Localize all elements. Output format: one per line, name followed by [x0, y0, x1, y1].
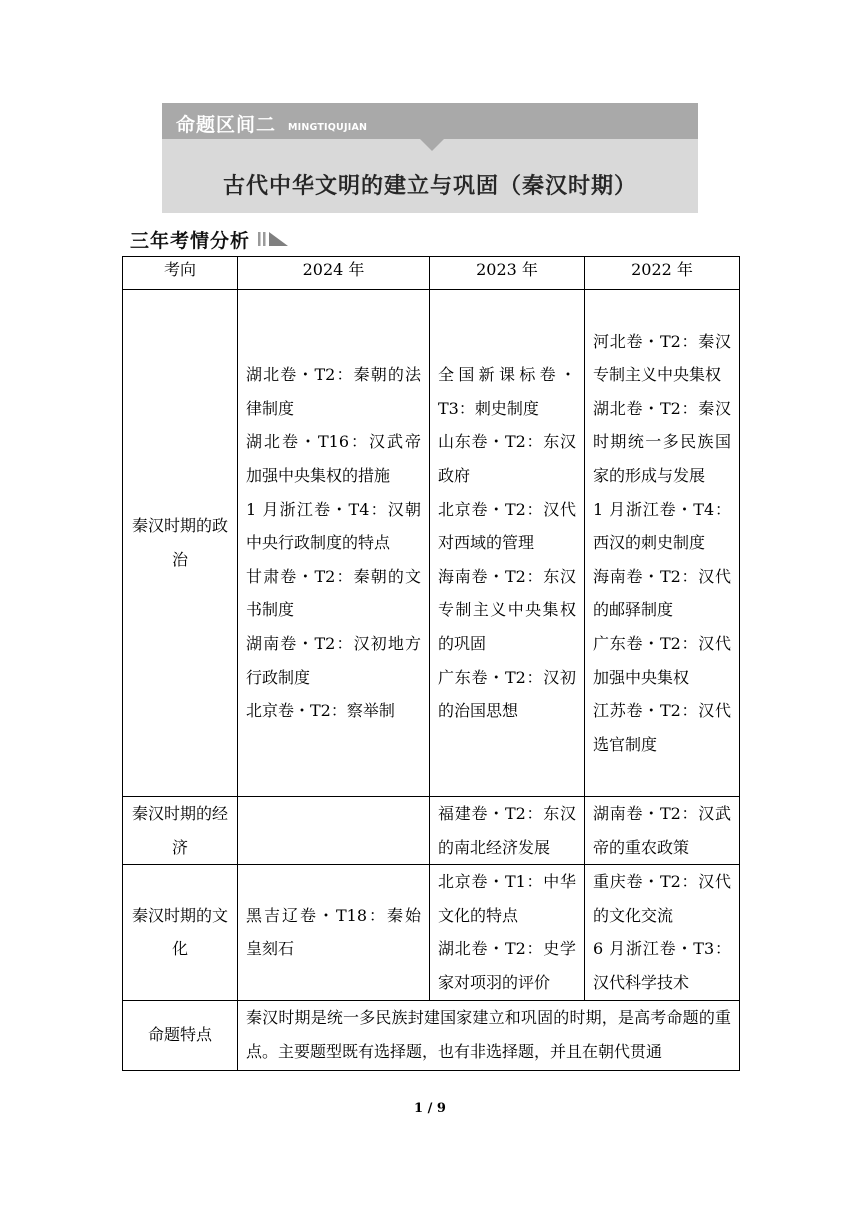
exam-item: 广东卷・T2：汉代加强中央集权 [593, 633, 731, 687]
cell-2023 [430, 797, 585, 865]
banner-section-pinyin: MINGTIQUJIAN [288, 122, 368, 133]
exam-item: 湖南卷・T2：汉武帝的重农政策 [593, 804, 731, 857]
cell-2022 [585, 290, 740, 797]
banner-notch [420, 139, 444, 151]
exam-item: 甘肃卷・T2：秦朝的文书制度 [246, 566, 421, 620]
cell-2024 [238, 865, 430, 1000]
features-text: 秦汉时期是统一多民族封建国家建立和巩固的时期，是高考命题的重点。主要题型既有选择题，也有非选择题，并且在朝代贯通 [238, 1000, 740, 1070]
exam-item: 湖北卷・T2：秦汉时期统一多民族国家的形成与发展 [593, 398, 731, 486]
cell-2024 [238, 797, 430, 865]
table-header-row [123, 257, 740, 290]
exam-item: 6 月浙江卷・T3：汉代科学技术 [593, 939, 731, 992]
cell-2023 [430, 290, 585, 797]
cell-2023 [430, 865, 585, 1000]
section-banner [162, 103, 698, 213]
exam-item: 重庆卷・T2：汉代的文化交流 [593, 872, 731, 925]
table-row [123, 290, 740, 797]
exam-item: 湖南卷・T2：汉初地方行政制度 [246, 633, 421, 687]
row-topic: 秦汉时期的经济 [123, 797, 238, 865]
cell-2022 [585, 797, 740, 865]
header-2023: 2023 年 [430, 257, 585, 290]
cell-2022 [585, 865, 740, 1000]
exam-item: 湖北卷・T2：秦朝的法律制度 [246, 365, 421, 418]
exam-item: 1 月浙江卷・T4：汉朝中央行政制度的特点 [246, 499, 421, 553]
section-heading: 三年考情分析 [130, 230, 251, 252]
table-row [123, 797, 740, 865]
cell-2024 [238, 290, 430, 797]
header-topic: 考向 [123, 257, 238, 290]
exam-item: 黑吉辽卷・T18：秦始皇刻石 [246, 905, 421, 959]
exam-item: 江苏卷・T2：汉代选官制度 [593, 701, 731, 754]
features-label: 命题特点 [123, 1000, 238, 1070]
banner-section-label: 命题区间二 [176, 114, 277, 136]
row-topic: 秦汉时期的政治 [123, 290, 238, 797]
exam-item: 1 月浙江卷・T4：西汉的刺史制度 [593, 499, 731, 553]
page-number: 1 / 9 [414, 1101, 446, 1116]
header-2022: 2022 年 [585, 257, 740, 290]
exam-analysis-table [122, 256, 740, 1071]
table-row [123, 865, 740, 1000]
heading-decoration-icon [258, 230, 294, 248]
header-2024: 2024 年 [238, 257, 430, 290]
exam-item: 山东卷・T2：东汉政府 [438, 432, 576, 486]
row-topic: 秦汉时期的文化 [123, 865, 238, 1000]
exam-item: 福建卷・T2：东汉的南北经济发展 [438, 804, 576, 857]
exam-item: 海南卷・T2：东汉专制主义中央集权的巩固 [438, 566, 576, 653]
exam-item: 河北卷・T2：秦汉专制主义中央集权 [593, 331, 731, 385]
exam-item: 北京卷・T2：察举制 [246, 701, 395, 721]
exam-item: 湖北卷・T16：汉武帝加强中央集权的措施 [246, 432, 421, 486]
exam-item: 湖北卷・T2：史学家对项羽的评价 [438, 939, 576, 992]
exam-item: 广东卷・T2：汉初的治国思想 [438, 667, 576, 721]
exam-item: 北京卷・T2：汉代对西域的管理 [438, 499, 576, 553]
exam-item: 北京卷・T1：中华文化的特点 [438, 872, 576, 925]
page-title: 古代中华文明的建立与巩固（秦汉时期） [222, 174, 637, 199]
exam-item: 海南卷・T2：汉代的邮驿制度 [593, 566, 731, 620]
exam-item: 全国新课标卷・T3：刺史制度 [438, 365, 576, 418]
table-row-features [123, 1000, 740, 1070]
